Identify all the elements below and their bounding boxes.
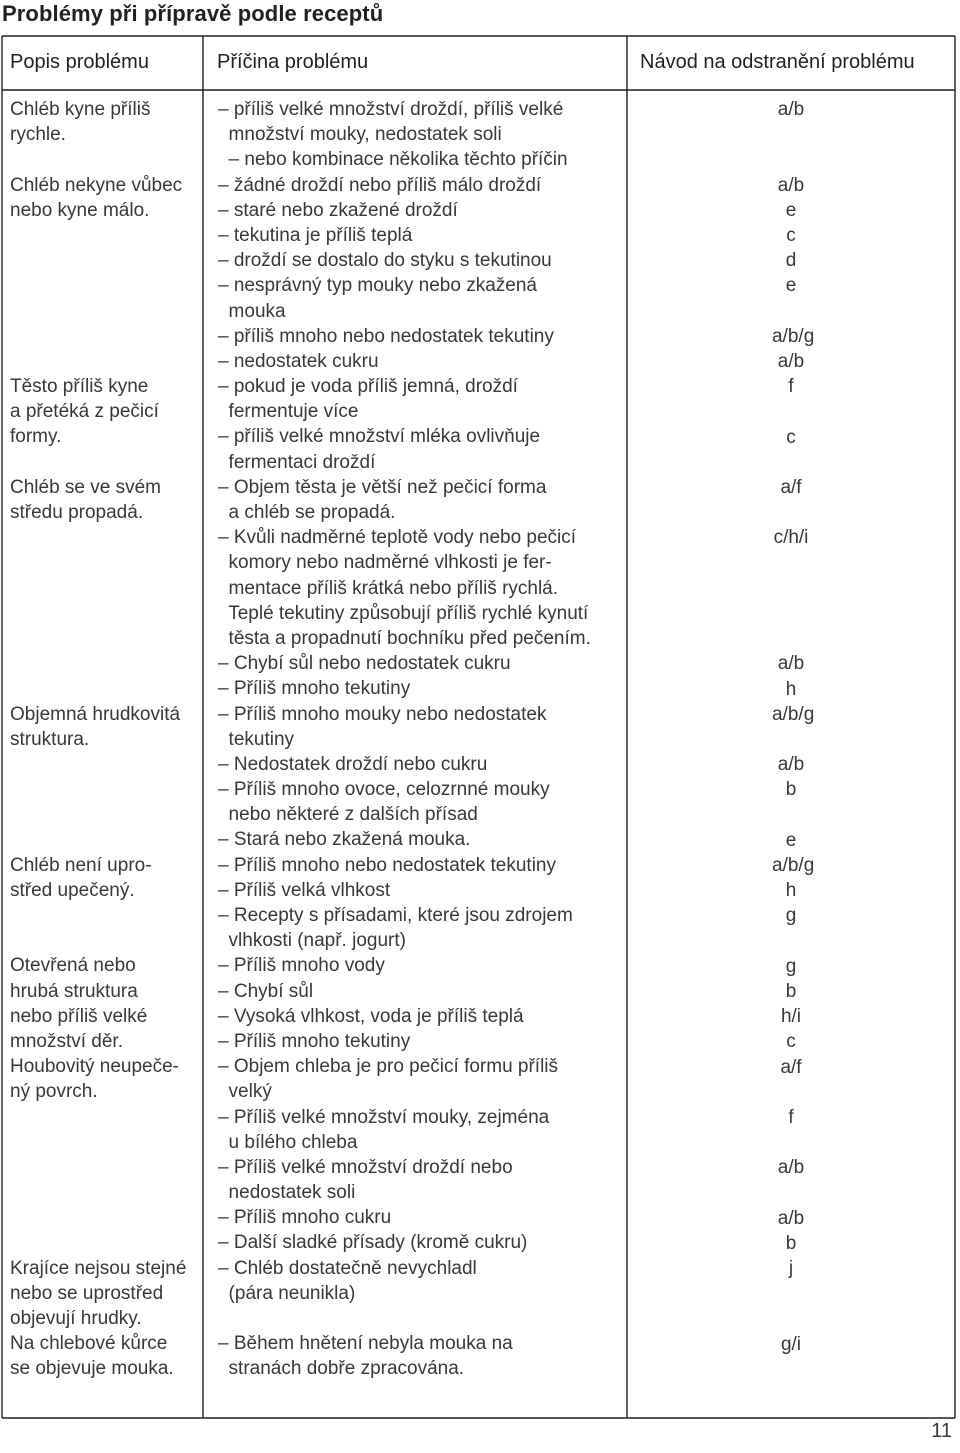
fix-code: c: [786, 225, 796, 246]
cause-line: – Vysoká vlhkost, voda je příliš teplá: [218, 1005, 524, 1027]
problem-line: [10, 777, 200, 802]
cause-line: nebo některé z dalších přísad: [218, 804, 478, 826]
cause-line: fermentaci droždí: [218, 451, 376, 473]
cause-line: – žádné droždí nebo příliš málo droždí: [218, 174, 542, 196]
problem-line: [10, 349, 200, 374]
fix-code: h/i: [780, 1006, 802, 1028]
problem-line: [10, 248, 200, 273]
problem-line: [10, 928, 200, 953]
problem-line: nebo se uprostřed: [10, 1282, 164, 1304]
cause-line: – nedostatek cukru: [218, 350, 379, 372]
problem-line: [10, 802, 200, 827]
problem-line: Chléb kyne příliš: [10, 99, 151, 120]
cause-line: – droždí se dostalo do styku s tekutinou: [218, 250, 552, 272]
problem-line: rychle.: [10, 124, 66, 146]
problem-line: [10, 450, 200, 475]
fix-code: d: [785, 250, 797, 272]
cause-line: – Příliš mnoho vody: [218, 955, 385, 977]
fix-code: a/b/g: [772, 325, 815, 347]
problem-line: struktura.: [10, 728, 90, 750]
cause-line: – Chybí sůl nebo nedostatek cukru: [218, 653, 511, 675]
problem-line: a přetéká z pečicí: [10, 401, 159, 423]
problem-line: [10, 299, 200, 324]
cause-line: množství mouky, nedostatek soli: [218, 124, 502, 146]
fix-code: a/b: [777, 1207, 805, 1229]
cause-line: – Během hnětení nebyla mouka na: [218, 1333, 513, 1355]
cause-line: – Příliš velká vlhkost: [218, 879, 391, 901]
cause-line: Teplé tekutiny způsobují příliš rychlé kynutí: [218, 602, 589, 624]
fix-code: g: [785, 905, 797, 927]
problem-line: [10, 752, 200, 777]
cause-line: – nebo kombinace několika těchto příčin: [218, 149, 568, 171]
problem-line: [10, 1130, 200, 1155]
page-title: Problémy při přípravě podle receptů: [2, 1, 384, 26]
fix-code: a/b: [777, 1157, 805, 1179]
cause-line: – příliš velké množství droždí, příliš velké: [218, 99, 564, 120]
problem-line: Chléb nekyne vůbec: [10, 174, 183, 196]
cause-line: nedostatek soli: [218, 1182, 356, 1204]
fix-code: e: [785, 275, 797, 297]
cause-line: – příliš mnoho nebo nedostatek tekutiny: [218, 325, 554, 347]
cause-line: – Stará nebo zkažená mouka.: [218, 829, 471, 851]
problem-line: [10, 550, 200, 575]
fix-code: j: [788, 1258, 794, 1280]
cause-line: – pokud je voda příliš jemná, droždí: [218, 376, 518, 398]
problem-line: se objevuje mouka.: [10, 1358, 174, 1380]
fix-code: h: [785, 880, 797, 902]
cause-line: – Příliš mnoho ovoce, celozrnné mouky: [218, 779, 550, 801]
problem-line: množství děr.: [10, 1030, 123, 1052]
cause-line: velký: [218, 1081, 272, 1103]
cause-line: (pára neunikla): [218, 1282, 356, 1304]
problem-line: [10, 525, 200, 550]
cause-line: – Příliš velké množství mouky, zejména: [218, 1106, 550, 1128]
fix-code: a/b: [777, 653, 805, 675]
problem-line: středu propadá.: [10, 502, 144, 523]
problem-line: ný povrch.: [10, 1081, 98, 1103]
fix-code: e: [785, 199, 797, 221]
problem-line: [10, 1180, 200, 1205]
cause-line: – Příliš mnoho mouky nebo nedostatek: [218, 703, 547, 725]
fix-code: c: [786, 1031, 796, 1053]
cause-line: – Nedostatek droždí nebo cukru: [218, 753, 488, 775]
problem-line: [10, 1155, 200, 1180]
cause-line: – Příliš velké množství droždí nebo: [218, 1156, 513, 1178]
fix-code: a/b: [777, 754, 805, 776]
cause-line: – nesprávný typ mouky nebo zkažená: [218, 275, 537, 297]
cause-line: tekutiny: [218, 728, 295, 750]
cause-line: – Příliš mnoho cukru: [218, 1207, 392, 1229]
problem-line: [10, 273, 200, 298]
problem-line: [10, 651, 200, 676]
fix-code: c/h/i: [773, 527, 809, 549]
cause-line: – tekutina je příliš teplá: [218, 224, 413, 246]
fix-code: a/b: [777, 174, 805, 196]
cause-line: – Příliš mnoho tekutiny: [218, 678, 411, 700]
problem-line: objevují hrudky.: [10, 1308, 142, 1329]
cause-line: u bílého chleba: [218, 1131, 358, 1153]
problem-line: hrubá struktura: [10, 980, 138, 1002]
problem-line: nebo příliš velké: [10, 1005, 148, 1027]
problem-line: Těsto příliš kyne: [10, 376, 149, 398]
cause-line: – Další sladké přísady (kromě cukru): [218, 1232, 528, 1254]
fix-code: a/f: [780, 1056, 802, 1078]
problem-line: Chléb se ve svém: [10, 476, 162, 498]
problem-line: [10, 324, 200, 349]
problem-line: [10, 147, 200, 172]
header-fix: Návod na odstranění problému: [640, 51, 915, 73]
page-number: 11: [931, 1420, 952, 1442]
problem-line: Na chlebové kůrce: [10, 1333, 168, 1355]
fix-code: a/b: [777, 351, 805, 372]
problem-line: Krajíce nejsou stejné: [10, 1257, 187, 1279]
cause-line: – Objem chleba je pro pečicí formu příliš: [218, 1056, 559, 1078]
cause-line: stranách dobře zpracována.: [218, 1358, 465, 1380]
fix-code: h: [785, 678, 797, 700]
cause-line: těsta a propadnutí bochníku před pečením.: [218, 627, 591, 649]
fix-code: b: [785, 981, 797, 1002]
fix-code: f: [788, 1107, 794, 1128]
header-problem: Popis problému: [10, 51, 149, 73]
problem-line: Objemná hrudkovitá: [10, 703, 181, 725]
cause-column: [218, 97, 623, 1382]
cause-line: – Recepty s přísadami, které jsou zdrojem: [218, 905, 573, 926]
fix-code: a/b/g: [772, 703, 815, 725]
problem-line: [10, 223, 200, 248]
cause-line: – Chybí sůl: [218, 980, 314, 1002]
cause-line: [218, 1306, 623, 1331]
fix-code: e: [785, 829, 797, 851]
cause-line: mouka: [218, 300, 286, 322]
fix-code: a/b/g: [772, 855, 815, 876]
problem-line: [10, 1205, 200, 1230]
problem-line: [10, 1105, 200, 1130]
problem-line: střed upečený.: [10, 879, 135, 901]
cause-line: – Chléb dostatečně nevychladl: [218, 1257, 477, 1279]
problem-line: [10, 676, 200, 701]
cause-line: – Kvůli nadměrné teplotě vody nebo pečicí: [218, 527, 577, 549]
problem-line: Houbovitý neupeče-: [10, 1056, 179, 1078]
fix-code: b: [785, 779, 797, 801]
problem-line: Chléb není upro-: [10, 854, 152, 876]
fix-code: f: [788, 376, 794, 398]
problem-line: [10, 626, 200, 651]
fix-code: a/f: [780, 477, 802, 498]
problem-line: [10, 1230, 200, 1255]
cause-line: vlhkosti (např. jogurt): [218, 930, 406, 952]
problem-line: [10, 576, 200, 601]
problem-line: formy.: [10, 426, 62, 448]
fix-code: g/i: [780, 1333, 802, 1355]
problem-line: [10, 903, 200, 928]
problem-line: Otevřená nebo: [10, 955, 136, 977]
fix-code: b: [785, 1233, 797, 1254]
cause-line: – Objem těsta je větší než pečicí forma: [218, 476, 547, 498]
fix-code: g: [785, 955, 797, 977]
fix-code: c: [786, 426, 796, 448]
cause-line: – příliš velké množství mléka ovlivňuje: [218, 426, 541, 448]
cause-line: komory nebo nadměrné vlhkosti je fer-: [218, 552, 552, 574]
cause-line: – staré nebo zkažené droždí: [218, 199, 458, 221]
cause-line: fermentuje více: [218, 401, 359, 423]
fix-code: a/b: [777, 99, 805, 120]
header-cause: Příčina problému: [217, 51, 369, 73]
problem-line: [10, 827, 200, 852]
cause-line: a chléb se propadá.: [218, 502, 396, 523]
cause-line: mentace příliš krátká nebo příliš rychlá.: [218, 577, 559, 599]
cause-line: – Příliš mnoho tekutiny: [218, 1030, 411, 1052]
problem-line: [10, 601, 200, 626]
problem-column: [10, 97, 200, 1382]
cause-line: – Příliš mnoho nebo nedostatek tekutiny: [218, 854, 556, 876]
problem-line: nebo kyne málo.: [10, 199, 150, 221]
